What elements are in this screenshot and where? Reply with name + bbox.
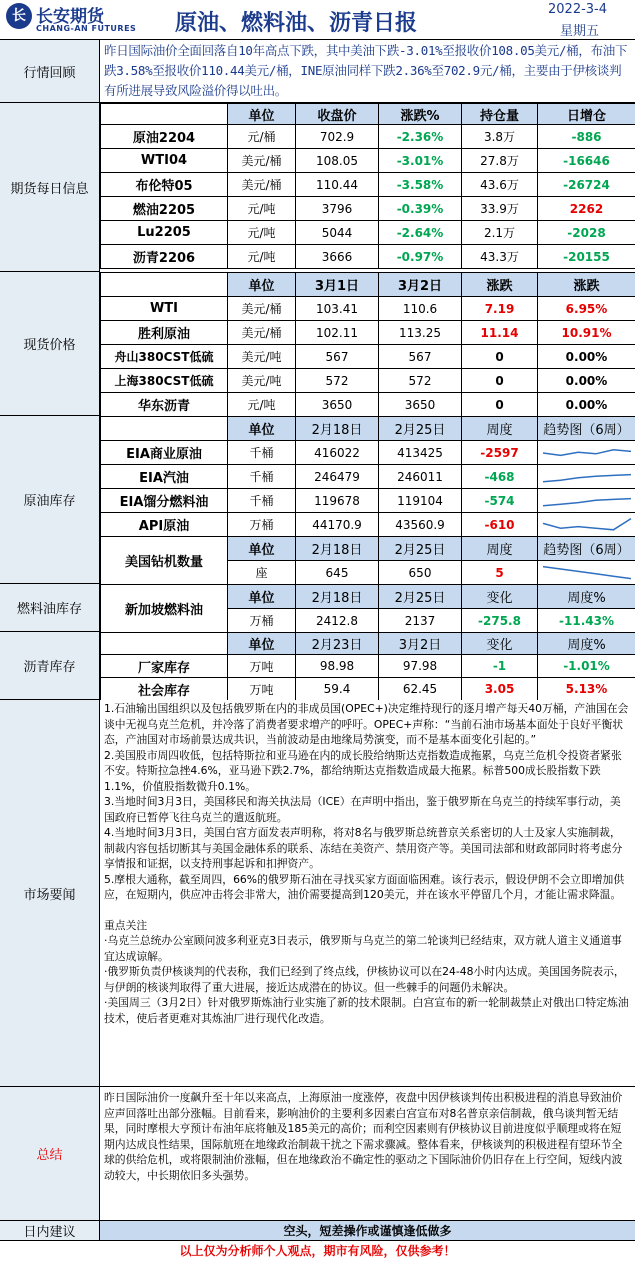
table-header-cell: 单位 [228,104,296,125]
report-header [0,0,635,40]
table-row [101,369,635,393]
asphalt-unit: 万吨 [228,655,296,678]
table-header-cell: 2月25日 [379,417,462,441]
stock-name: API原油 [101,513,228,537]
spot-unit: 元/吨 [228,393,296,417]
futures-name: 燃油2205 [101,197,228,221]
table-header-cell: 涨跌 [462,273,538,297]
spot-change: 7.19 [462,297,538,321]
rig-unit: 座 [228,561,296,585]
company-logo-icon: 长 [6,3,32,29]
fuel-week1: 2412.8 [296,609,379,633]
futures-name: 布伦特05 [101,173,228,197]
table-header-cell [101,104,228,125]
table-header-cell: 周度% [538,633,635,655]
table-row [101,245,635,269]
futures-unit: 美元/桶 [228,173,296,197]
futures-daily-oi-change: -2028 [538,221,635,245]
crude-stock-table [100,416,635,585]
asphalt-change: 3.05 [462,678,538,701]
market-news-panel [100,700,635,1087]
table-row [101,321,635,345]
spot-change-pct: 0.00% [538,369,635,393]
table-row [101,513,635,537]
market-review-text: 昨日国际油价全面回落自10年高点下跌，其中美油下跌-3.01%至报收价108.05美元/桶，布油下跌3.58%至报收价110.44美元/桶，INE原油同样下跌2.36%至702.9元/桶，主要由于伊核谈判有所进展导致风险溢价得以吐出。 [100,40,635,103]
trend-sparkline [540,514,634,536]
stock-unit: 万桶 [228,513,296,537]
spot-name: 舟山380CST低硫 [101,345,228,369]
table-header-cell: 涨跌% [379,104,462,125]
report-weekday: 星期五 [560,24,600,39]
news-spacer [104,903,631,918]
rig-header-row [101,537,635,561]
fuel-change: -275.8 [462,609,538,633]
table-row [101,221,635,245]
asphalt-unit: 万吨 [228,678,296,701]
table-header-cell: 2月23日 [296,633,379,655]
table-row [101,197,635,221]
fuel-change-pct: -11.43% [538,609,635,633]
futures-daily-oi-change: 2262 [538,197,635,221]
asphalt-change: -1 [462,655,538,678]
futures-change-pct: -2.36% [379,125,462,149]
table-header-cell: 单位 [228,585,296,609]
table-header-cell: 涨跌 [538,273,635,297]
rig-count-name: 美国钻机数量 [101,537,228,585]
asphalt-week1: 59.4 [296,678,379,701]
futures-close: 3666 [296,245,379,269]
spot-name: 华东沥青 [101,393,228,417]
asphalt-week1: 98.98 [296,655,379,678]
section-label-fuel-stock: 燃料油库存 [0,584,100,632]
spot-name: 胜利原油 [101,321,228,345]
table-header-cell: 收盘价 [296,104,379,125]
table-row [101,125,635,149]
spot-unit: 美元/吨 [228,369,296,393]
rig-week2: 650 [379,561,462,585]
stock-week1: 119678 [296,489,379,513]
stock-trend-cell [538,465,635,489]
stock-unit: 千桶 [228,441,296,465]
stock-trend-cell [538,513,635,537]
spot-price-day2: 113.25 [379,321,462,345]
futures-name: 原油2204 [101,125,228,149]
stock-week2: 119104 [379,489,462,513]
table-row [101,345,635,369]
asphalt-week2: 97.98 [379,655,462,678]
futures-change-pct: -3.01% [379,149,462,173]
spot-unit: 美元/吨 [228,345,296,369]
trend-line [543,566,631,578]
futures-open-interest: 2.1万 [462,221,538,245]
asphalt-stock-table [100,632,635,701]
company-name-en: CHANG-AN FUTURES [36,24,137,33]
rig-trend-cell [538,561,635,585]
asphalt-change-pct: 5.13% [538,678,635,701]
news-item: 4.当地时间3月3日，美国白宫方面发表声明称，将对8名与俄罗斯总统普京关系密切的人士及家人实施制裁，制裁内容包括切断其与美国金融体系的联系、冻结在美资产、禁用资产等。美国司法部和财政部同时将考虑分享情报和证据，以支持刑事起诉和扣押资产。 [104,826,623,870]
stock-weekly-change: -2597 [462,441,538,465]
table-header-cell: 2月18日 [296,417,379,441]
news-item: 2.美国股市周四收低，包括特斯拉和亚马逊在内的成长股给纳斯达克指数造成拖累，乌克兰危机令投资者紧张不安。特斯拉急挫4.6%，亚马逊下跌2.7%，都给纳斯达克指数造成最大拖累。标普500成长股指数下跌1.1%，价值股指数微升0.1%。 [104,748,622,793]
table-header-cell: 周度% [538,585,635,609]
spot-name: 上海380CST低硫 [101,369,228,393]
stock-week1: 246479 [296,465,379,489]
news-item: ·俄罗斯负责伊核谈判的代表称，我们已经到了终点线，伊核协议可以在24-48小时内达成。美国国务院表示，与伊朗的核谈判取得了重大进展，接近达成潜在的协议。但一些棘手的问题仍未解决。 [104,965,625,994]
spot-change: 11.14 [462,321,538,345]
section-label-advice: 日内建议 [0,1221,100,1241]
asphalt-name: 社会库存 [101,678,228,701]
news-item: 1.石油输出国组织以及包括俄罗斯在内的非成员国(OPEC+)决定维持现行的逐月增产每天40万桶，产油国在会谈中无视乌克兰危机，并冷落了消费者要求增产的呼吁。OPEC+声称：“当前石油市场基本面处于良好平衡状态，产油国对市场前景达成共识，当前波动是由地缘局势演变，而不是基本面变化引起的。” [104,702,629,746]
table-header-cell: 变化 [462,585,538,609]
spot-price-day1: 572 [296,369,379,393]
section-label-asphalt-stock: 沥青库存 [0,632,100,700]
stock-unit: 千桶 [228,465,296,489]
stock-week2: 413425 [379,441,462,465]
table-row [101,297,635,321]
table-header-cell: 3月2日 [379,273,462,297]
asphalt-change-pct: -1.01% [538,655,635,678]
summary-text: 昨日国际油价一度飙升至十年以来高点，上海原油一度涨停，夜盘中因伊核谈判传出积极进程的消息导致油价应声回落吐出部分涨幅。目前看来，影响油价的主要利多因素白宫宣布对8名普京亲信制裁，俄乌谈判暂无结果，同时摩根大亨预计布油年底将触及185美元的高价；而利空因素则有伊核协议目前进度似乎顺理或将在短期内达成良性结果，国际航班在地缘政治制裁干扰之下需求骤减。整体看来，伊核谈判的积极进程有望环节全球的供给危机，或将限制油价涨幅，但在地缘政治不确定性的驱动之下国际油价仍旧存在上行空间，短线内波动较大，中长期依旧多头强势。 [100,1087,635,1221]
section-label-crude-stock: 原油库存 [0,416,100,584]
spot-price-day1: 567 [296,345,379,369]
trend-sparkline [540,466,634,488]
table-header-cell: 2月18日 [296,537,379,561]
futures-close: 110.44 [296,173,379,197]
table-row [101,655,635,678]
spot-change-pct: 0.00% [538,345,635,369]
futures-open-interest: 43.3万 [462,245,538,269]
stock-week2: 246011 [379,465,462,489]
section-label-news: 市场要闻 [0,700,100,1087]
stock-trend-cell [538,441,635,465]
futures-daily-oi-change: -26724 [538,173,635,197]
fuel-header-row [101,585,635,609]
trend-line [543,474,631,481]
futures-daily-oi-change: -16646 [538,149,635,173]
futures-daily-oi-change: -20155 [538,245,635,269]
spot-change-pct: 10.91% [538,321,635,345]
futures-unit: 元/吨 [228,221,296,245]
stock-week1: 44170.9 [296,513,379,537]
futures-table [100,103,635,269]
futures-unit: 美元/桶 [228,149,296,173]
stock-name: EIA馏分燃料油 [101,489,228,513]
futures-open-interest: 3.8万 [462,125,538,149]
news-focus-heading: 重点关注 [104,918,148,932]
futures-open-interest: 43.6万 [462,173,538,197]
news-item: ·乌克兰总统办公室顾问波多利亚克3日表示，俄罗斯与乌克兰的第二轮谈判已经结束，双方就人道主义通道事宜达成谅解。 [104,934,622,963]
table-header-cell: 单位 [228,273,296,297]
futures-daily-oi-change: -886 [538,125,635,149]
stock-weekly-change: -468 [462,465,538,489]
stock-week2: 43560.9 [379,513,462,537]
fuel-week2: 2137 [379,609,462,633]
fuel-unit: 万桶 [228,609,296,633]
stock-unit: 千桶 [228,489,296,513]
spot-change: 0 [462,369,538,393]
table-header-cell: 日增仓 [538,104,635,125]
futures-unit: 元/吨 [228,197,296,221]
futures-change-pct: -0.39% [379,197,462,221]
trend-sparkline [540,562,634,584]
futures-change-pct: -2.64% [379,221,462,245]
table-header-cell: 2月18日 [296,585,379,609]
table-row [101,441,635,465]
table-header-cell: 趋势图（6周） [538,537,635,561]
table-header-cell: 单位 [228,537,296,561]
table-header-cell: 2月25日 [379,537,462,561]
trend-sparkline [540,442,634,464]
section-label-summary: 总结 [0,1087,100,1221]
table-header-cell: 3月1日 [296,273,379,297]
crude-header-row [101,417,635,441]
table-row [101,173,635,197]
report-date: 2022-3-4 [548,2,608,17]
spot-change: 0 [462,393,538,417]
news-item: 5.摩根大通称，截至周四，66%的俄罗斯石油在寻找买家方面面临困难。该行表示，假设伊朗不会立即增加供应，在短期内，供应冲击将会非常大，油价需要提高到120美元，并在该水平停留几个月，才能让需求降温。 [104,872,625,901]
trend-line [543,518,631,529]
spot-change-pct: 0.00% [538,393,635,417]
futures-name: Lu2205 [101,221,228,245]
trend-sparkline [540,490,634,512]
company-name-cn: 长安期货 [36,7,104,27]
trend-line [543,498,631,505]
rig-weekly-change: 5 [462,561,538,585]
table-row [101,149,635,173]
spot-name: WTI [101,297,228,321]
spot-price-day1: 103.41 [296,297,379,321]
futures-open-interest: 33.9万 [462,197,538,221]
spot-unit: 美元/桶 [228,321,296,345]
table-header-cell: 周度 [462,537,538,561]
table-header-cell: 变化 [462,633,538,655]
futures-header-row [101,104,635,125]
spot-price-day2: 3650 [379,393,462,417]
futures-unit: 元/吨 [228,245,296,269]
table-row [101,678,635,701]
stock-name: EIA商业原油 [101,441,228,465]
table-header-cell: 2月25日 [379,585,462,609]
futures-unit: 元/桶 [228,125,296,149]
table-row [101,393,635,417]
stock-week1: 416022 [296,441,379,465]
disclaimer-footer: 以上仅为分析师个人观点，期市有风险，仅供参考！ [179,1244,456,1258]
stock-weekly-change: -610 [462,513,538,537]
spot-change-pct: 6.95% [538,297,635,321]
spot-price-table [100,272,635,417]
rig-week1: 645 [296,561,379,585]
spot-header-row [101,273,635,297]
futures-close: 3796 [296,197,379,221]
spot-unit: 美元/桶 [228,297,296,321]
asphalt-header-row [101,633,635,655]
spot-price-day2: 572 [379,369,462,393]
futures-change-pct: -3.58% [379,173,462,197]
futures-name: WTI04 [101,149,228,173]
section-label-review: 行情回顾 [0,40,100,103]
futures-name: 沥青2206 [101,245,228,269]
section-label-spot: 现货价格 [0,272,100,416]
futures-close: 702.9 [296,125,379,149]
table-header-cell: 单位 [228,417,296,441]
table-header-cell: 趋势图（6周） [538,417,635,441]
futures-close: 5044 [296,221,379,245]
intraday-advice: 空头，短差操作或谨慎逢低做多 [100,1221,635,1241]
fuel-stock-name: 新加坡燃料油 [101,585,228,633]
fuel-stock-table [100,584,635,633]
asphalt-name: 厂家库存 [101,655,228,678]
stock-weekly-change: -574 [462,489,538,513]
trend-line [543,449,631,455]
stock-trend-cell [538,489,635,513]
report-title: 原油、燃料油、沥青日报 [175,11,418,36]
spot-change: 0 [462,345,538,369]
spot-price-day2: 110.6 [379,297,462,321]
spot-price-day2: 567 [379,345,462,369]
stock-name: EIA汽油 [101,465,228,489]
table-header-cell [101,417,228,441]
table-header-cell [101,633,228,655]
table-row [101,465,635,489]
table-header-cell [101,273,228,297]
section-label-futures: 期货每日信息 [0,103,100,272]
table-header-cell: 3月2日 [379,633,462,655]
table-header-cell: 周度 [462,417,538,441]
spot-price-day1: 3650 [296,393,379,417]
futures-open-interest: 27.8万 [462,149,538,173]
futures-close: 108.05 [296,149,379,173]
table-header-cell: 持仓量 [462,104,538,125]
news-item: ·美国周三（3月2日）针对俄罗斯炼油行业实施了新的技术限制。白宫宣布的新一轮制裁禁止对俄出口特定炼油技术，使后者更难对其炼油厂进行现代化改造。 [104,996,629,1025]
futures-change-pct: -0.97% [379,245,462,269]
asphalt-week2: 62.45 [379,678,462,701]
news-item: 3.当地时间3月3日，美国移民和海关执法局（ICE）在声明中指出，鉴于俄罗斯在乌克兰的持续军事行动，美国政府已暂停飞往乌克兰的遣返航班。 [104,795,621,824]
spot-price-day1: 102.11 [296,321,379,345]
table-header-cell: 单位 [228,633,296,655]
table-row [101,489,635,513]
